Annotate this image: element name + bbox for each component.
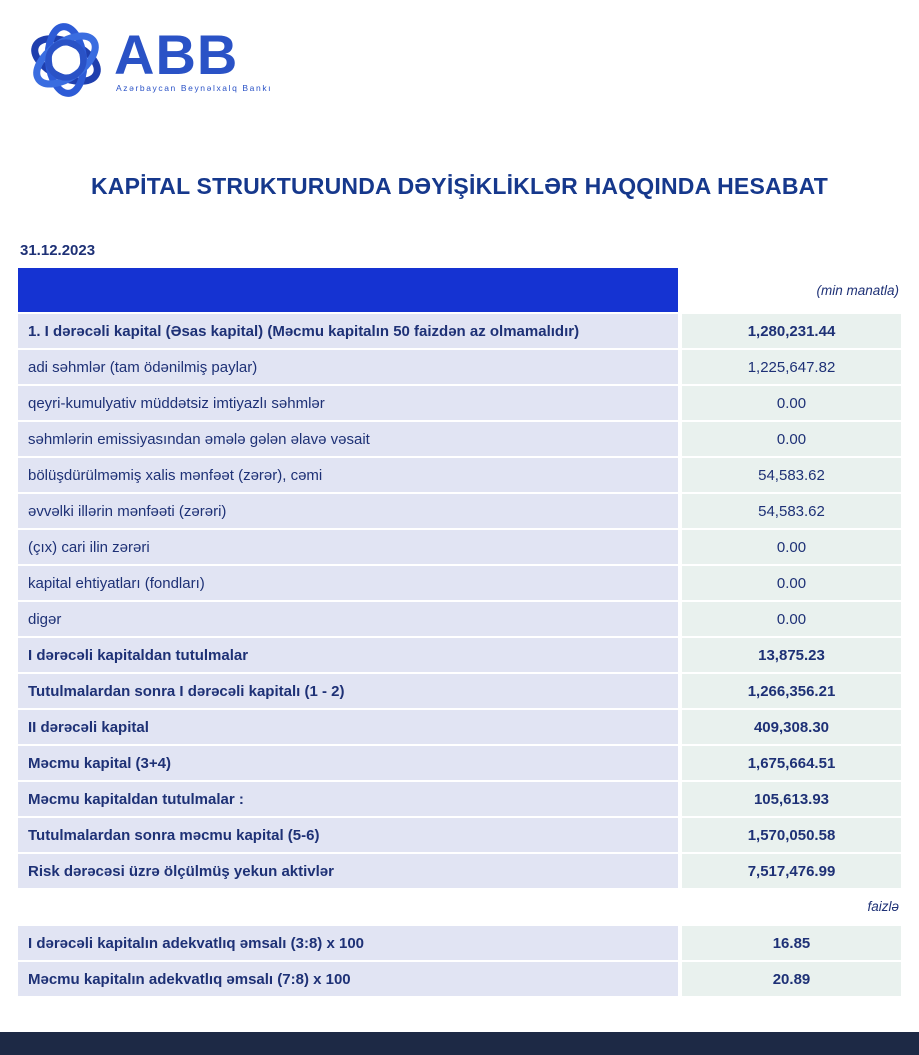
row-value: 0.00 xyxy=(682,422,901,456)
row-value: 105,613.93 xyxy=(682,782,901,816)
row-value: 54,583.62 xyxy=(682,494,901,528)
table-row xyxy=(18,386,901,420)
table-row xyxy=(18,458,901,492)
ratio-rows xyxy=(18,926,901,996)
brand-subtitle: Azərbaycan Beynəlxalq Bankı xyxy=(116,83,273,94)
table-row xyxy=(18,746,901,780)
row-value: 0.00 xyxy=(682,602,901,636)
row-value: 1,266,356.21 xyxy=(682,674,901,708)
main-rows xyxy=(18,314,901,888)
row-label: I dərəcəli kapitaldan tutulmalar xyxy=(18,638,678,672)
row-value: 0.00 xyxy=(682,386,901,420)
table-header xyxy=(18,268,901,312)
row-value: 1,280,231.44 xyxy=(682,314,901,348)
row-label: digər xyxy=(18,602,678,636)
row-value: 16.85 xyxy=(682,926,901,960)
table-row xyxy=(18,818,901,852)
row-label: səhmlərin emissiyasından əmələ gələn əlavə vəsait xyxy=(18,422,678,456)
capital-table xyxy=(18,268,901,996)
row-label: əvvəlki illərin mənfəəti (zərəri) xyxy=(18,494,678,528)
abb-knot-icon xyxy=(22,16,110,104)
report-title: KAPİTAL STRUKTURUNDA DƏYİŞİKLİKLƏR HAQQINDA HESABAT xyxy=(91,173,828,199)
row-label: kapital ehtiyatları (fondları) xyxy=(18,566,678,600)
table-row xyxy=(18,602,901,636)
logo-text xyxy=(114,23,273,94)
table-row xyxy=(18,314,901,348)
row-value: 0.00 xyxy=(682,530,901,564)
report-date: 31.12.2023 xyxy=(20,242,96,259)
row-label: Tutulmalardan sonra məcmu kapital (5-6) xyxy=(18,818,678,852)
row-label: (çıx) cari ilin zərəri xyxy=(18,530,678,564)
row-label: adi səhmlər (tam ödənilmiş paylar) xyxy=(18,350,678,384)
table-header-bar xyxy=(18,268,678,312)
row-label: II dərəcəli kapital xyxy=(18,710,678,744)
table-row xyxy=(18,638,901,672)
row-label: Məcmu kapitalın adekvatlıq əmsalı (7:8) x 100 xyxy=(18,962,678,996)
percent-note: faizlə xyxy=(867,898,899,914)
row-label: bölüşdürülməmiş xalis mənfəət (zərər), cəmi xyxy=(18,458,678,492)
table-row xyxy=(18,782,901,816)
row-value: 0.00 xyxy=(682,566,901,600)
row-value: 54,583.62 xyxy=(682,458,901,492)
row-label: I dərəcəli kapitalın adekvatlıq əmsalı (3:8) x 100 xyxy=(18,926,678,960)
table-row xyxy=(18,710,901,744)
row-label: qeyri-kumulyativ müddətsiz imtiyazlı səhmlər xyxy=(18,386,678,420)
row-value: 1,225,647.82 xyxy=(682,350,901,384)
row-value: 13,875.23 xyxy=(682,638,901,672)
table-row xyxy=(18,530,901,564)
table-row xyxy=(18,350,901,384)
table-row xyxy=(18,854,901,888)
row-value: 1,675,664.51 xyxy=(682,746,901,780)
abb-logo xyxy=(22,16,272,104)
footer-bar xyxy=(0,1032,919,1055)
row-value: 409,308.30 xyxy=(682,710,901,744)
row-label: Məcmu kapital (3+4) xyxy=(18,746,678,780)
row-value: 1,570,050.58 xyxy=(682,818,901,852)
table-row xyxy=(18,674,901,708)
row-label: Risk dərəcəsi üzrə ölçülmüş yekun aktivlər xyxy=(18,854,678,888)
row-label: Məcmu kapitaldan tutulmalar : xyxy=(18,782,678,816)
row-value: 20.89 xyxy=(682,962,901,996)
row-value: 7,517,476.99 xyxy=(682,854,901,888)
unit-note: (min manatla) xyxy=(816,282,899,298)
row-label: 1. I dərəcəli kapital (Əsas kapital) (Məcmu kapitalın 50 faizdən az olmamalıdır) xyxy=(18,314,678,348)
table-row xyxy=(18,494,901,528)
brand-text: ABB xyxy=(114,23,239,86)
row-label: Tutulmalardan sonra I dərəcəli kapitalı (1 - 2) xyxy=(18,674,678,708)
table-row xyxy=(18,566,901,600)
table-row xyxy=(18,422,901,456)
table-row xyxy=(18,926,901,960)
table-row xyxy=(18,962,901,996)
